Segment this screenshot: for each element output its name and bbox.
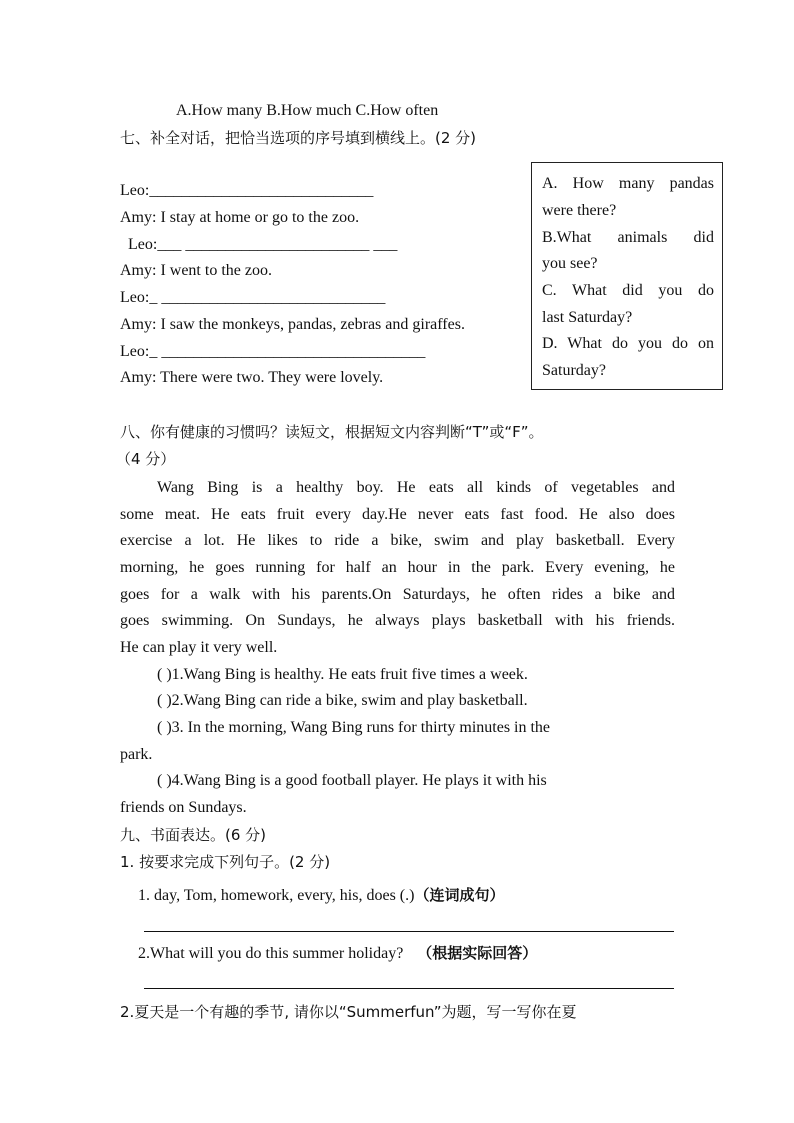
dialogue-line: Leo:___ _______________________ ___: [128, 236, 398, 253]
section-8-score: （4 分）: [116, 450, 176, 468]
passage-line: He can play it very well.: [120, 639, 278, 656]
options-box: [531, 162, 723, 390]
section-7-title: 七、补全对话，把恰当选项的序号填到横线上。(2 分): [120, 129, 477, 147]
passage-line: morning, he goes running for half an hour in the park. Every evening, he: [120, 559, 675, 576]
tf-question-continued: friends on Sundays.: [120, 799, 247, 816]
tf-question: ( )3. In the morning, Wang Bing runs for thirty minutes in the: [157, 719, 551, 736]
answer-line-1[interactable]: [144, 931, 674, 932]
question-1: [138, 885, 504, 906]
part-2-instruction: 2.夏天是一个有趣的季节, 请你以“Summerfun”为题，写一写你在夏: [120, 1003, 577, 1021]
option-line: you see?: [542, 255, 598, 272]
dialogue-line: Amy: I saw the monkeys, pandas, zebras and giraffes.: [120, 316, 465, 333]
tf-question: ( )4.Wang Bing is a good football player. He plays it with his: [157, 772, 547, 789]
section-9-title: 九、书面表达。(6 分): [120, 826, 267, 844]
option-line: last Saturday?: [542, 309, 633, 326]
passage-line: goes for a walk with his parents.On Saturdays, he often rides a bike and: [120, 586, 675, 603]
dialogue-line: Leo:_ ____________________________: [120, 289, 386, 306]
answer-options-line: A.How many B.How much C.How often: [176, 102, 439, 119]
option-line: D. What do you do on: [542, 335, 714, 352]
option-line: B.What animals did: [542, 229, 714, 246]
option-line: C. What did you do: [542, 282, 714, 299]
question-2-note: （根据实际回答）: [417, 944, 538, 962]
option-line: were there?: [542, 202, 617, 219]
answer-line-2[interactable]: [144, 988, 674, 989]
dialogue-line: Amy: I stay at home or go to the zoo.: [120, 209, 360, 226]
question-1-text: 1. day, Tom, homework, every, his, does (.): [138, 887, 415, 904]
tf-question: ( )2.Wang Bing can ride a bike, swim and play basketball.: [157, 692, 528, 709]
passage-line: Wang Bing is a healthy boy. He eats all kinds of vegetables and: [157, 479, 675, 496]
tf-question-continued: park.: [120, 746, 153, 763]
question-2-text: 2.What will you do this summer holiday?: [138, 945, 404, 962]
question-2: [138, 943, 537, 964]
option-line: A. How many pandas: [542, 175, 714, 192]
dialogue-line: Leo:____________________________: [120, 182, 374, 199]
passage-line: exercise a lot. He likes to ride a bike, swim and play basketball. Every: [120, 532, 675, 549]
question-1-note: （连词成句）: [414, 886, 505, 904]
option-line: Saturday?: [542, 362, 606, 379]
part-1-instruction: 1. 按要求完成下列句子。(2 分): [120, 853, 331, 871]
tf-question: ( )1.Wang Bing is healthy. He eats fruit five times a week.: [157, 666, 528, 683]
dialogue-line: Amy: There were two. They were lovely.: [120, 369, 384, 386]
dialogue-line: Amy: I went to the zoo.: [120, 262, 272, 279]
dialogue-line: Leo:_ _________________________________: [120, 343, 426, 360]
passage-line: some meat. He eats fruit every day.He never eats fast food. He also does: [120, 506, 675, 523]
section-8-title: 八、你有健康的习惯吗？读短文，根据短文内容判断“T”或“F”。: [120, 423, 544, 441]
passage-line: goes swimming. On Sundays, he always plays basketball with his friends.: [120, 612, 675, 629]
